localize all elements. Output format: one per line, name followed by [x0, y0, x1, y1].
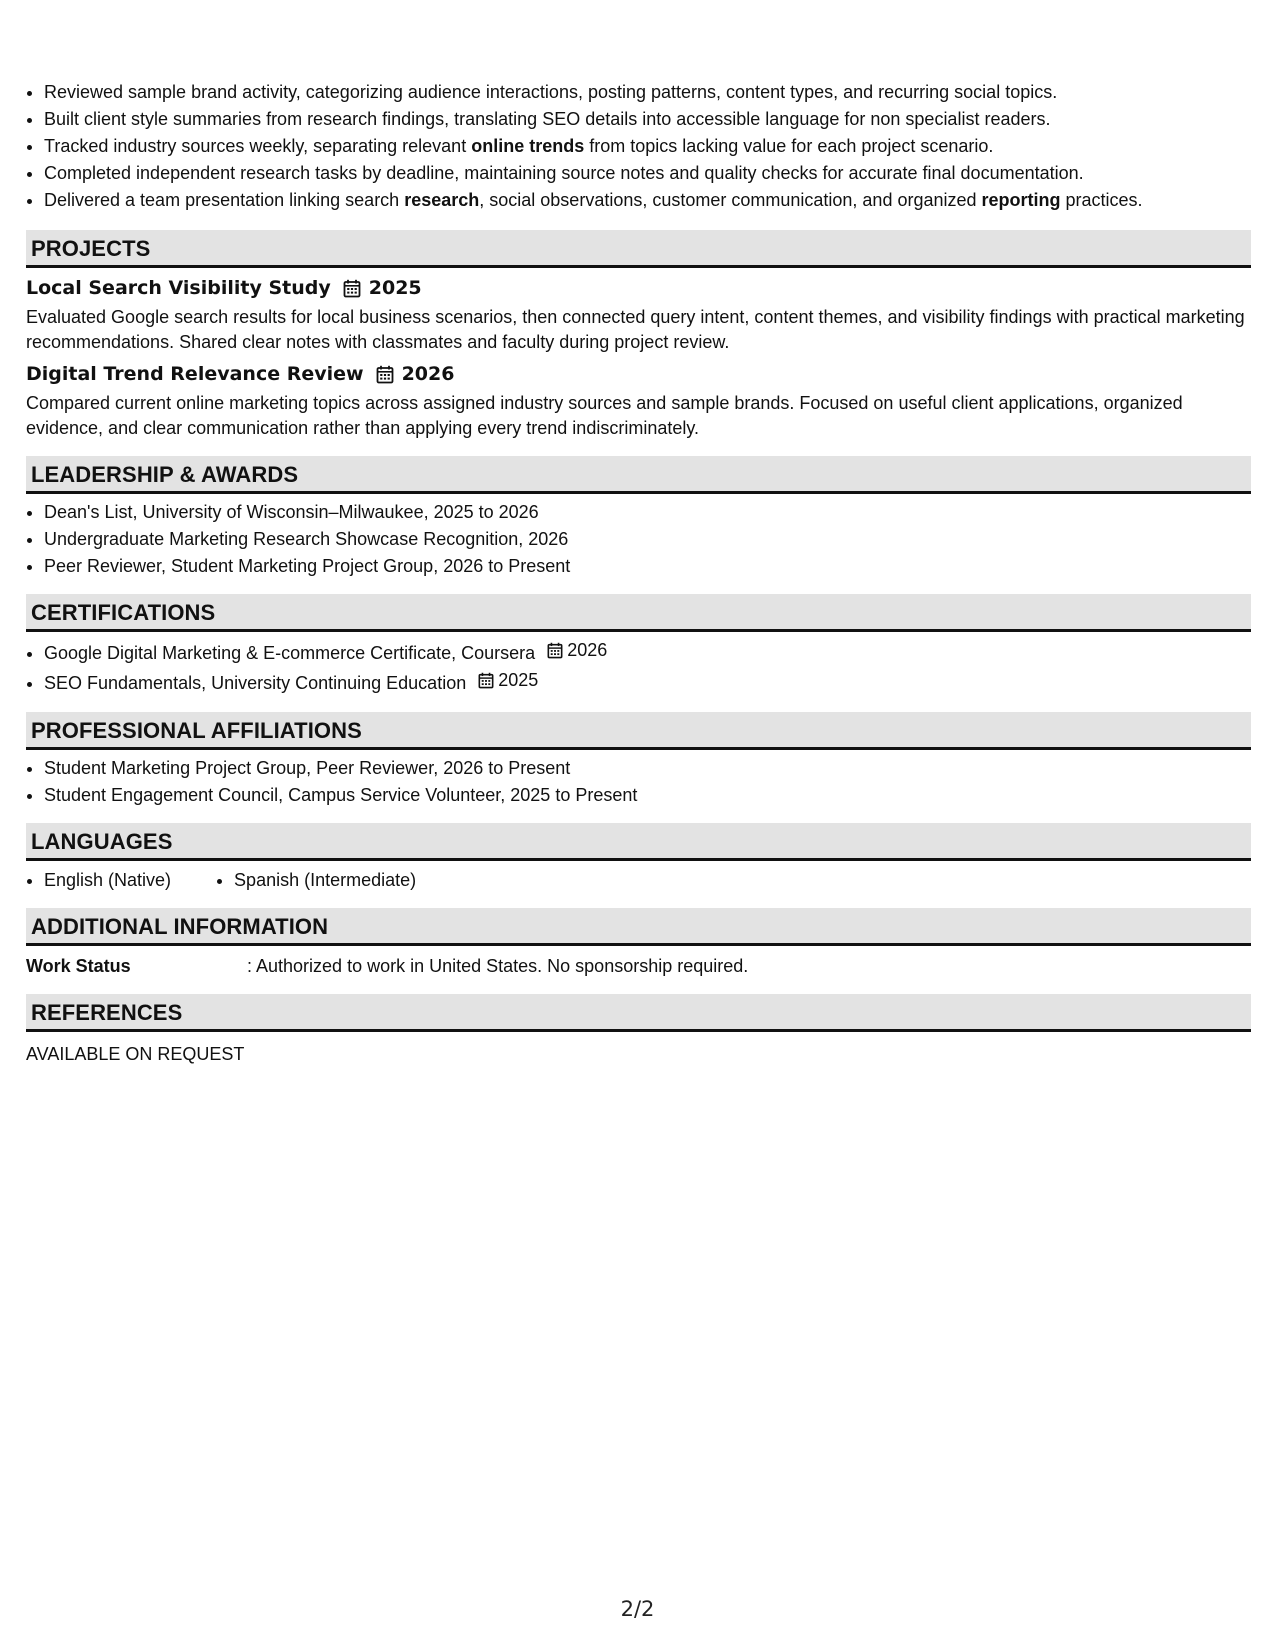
bullet-text: Delivered a team presentation linking search — [44, 190, 405, 210]
certifications-heading: CERTIFICATIONS — [26, 594, 1251, 632]
language-item: • English (Native) — [44, 867, 171, 894]
bullet-text: Built client style summaries from research findings, translating SEO details into accessible language for non specialist readers. — [44, 109, 1051, 129]
project-title: Digital Trend Relevance Review — [26, 363, 364, 385]
affiliations-list — [26, 755, 1251, 809]
affiliations-heading: PROFESSIONAL AFFILIATIONS — [26, 712, 1251, 750]
work-status-value: : Authorized to work in United States. No sponsorship required. — [247, 956, 749, 976]
bullet-text: Tracked industry sources weekly, separating relevant — [44, 136, 472, 156]
calendar-icon — [343, 279, 361, 298]
bullet-text: , social observations, customer communication, and organized — [479, 190, 982, 210]
project-year: 2025 — [368, 277, 422, 299]
project-year: 2026 — [401, 363, 455, 385]
certification-year: 2025 — [498, 670, 539, 690]
list-item — [44, 106, 1251, 133]
references-heading: REFERENCES — [26, 994, 1251, 1032]
leadership-heading: LEADERSHIP & AWARDS — [26, 456, 1251, 494]
work-status-label: Work Status — [26, 956, 131, 976]
project-entry — [26, 361, 1251, 440]
list-item — [44, 160, 1251, 187]
project-description: Evaluated Google search results for local business scenarios, then connected query intent, content themes, and visibility findings with practical marketing recommendations. Shared clear notes with classmates and faculty during project review. — [26, 307, 1245, 352]
additional-info-heading: ADDITIONAL INFORMATION — [26, 908, 1251, 946]
calendar-icon — [376, 365, 394, 384]
certifications-list — [26, 637, 1251, 697]
project-description: Compared current online marketing topics across assigned industry sources and sample brands. Focused on useful client applications, organized evidence, and clear communication rather than applying every trend indiscriminately. — [26, 393, 1183, 438]
list-item — [44, 79, 1251, 106]
list-item — [44, 133, 1251, 160]
certification-name: Google Digital Marketing & E-commerce Certificate, Coursera — [44, 643, 536, 663]
project-entry — [26, 275, 1251, 354]
bullet-text: Reviewed sample brand activity, categorizing audience interactions, posting patterns, content types, and recurring social topics. — [44, 82, 1058, 102]
calendar-icon — [478, 672, 494, 689]
calendar-icon — [547, 642, 563, 659]
emphasis-text: online trends — [471, 136, 585, 156]
languages-heading: LANGUAGES — [26, 823, 1251, 861]
languages-list — [26, 867, 1251, 894]
emphasis-text: research — [404, 190, 480, 210]
bullet-text: Completed independent research tasks by deadline, maintaining source notes and quality checks for accurate final documentation. — [44, 163, 1084, 183]
language-item: • Spanish (Intermediate) — [234, 867, 416, 894]
projects-heading: PROJECTS — [26, 230, 1251, 268]
list-item: • Student Engagement Council, Campus Service Volunteer, 2025 to Present — [44, 782, 1251, 809]
list-item: • Student Marketing Project Group, Peer Reviewer, 2026 to Present — [44, 755, 1251, 782]
work-status-row — [26, 954, 1251, 978]
leadership-list — [26, 499, 1251, 580]
list-item — [44, 187, 1251, 214]
list-item — [44, 667, 1251, 697]
page-number: 2/2 — [620, 1597, 655, 1621]
bullet-text: from topics lacking value for each project scenario. — [584, 136, 994, 156]
experience-bullets — [26, 79, 1251, 214]
list-item: • Dean's List, University of Wisconsin–Milwaukee, 2025 to 2026 — [44, 499, 1251, 526]
project-title: Local Search Visibility Study — [26, 277, 331, 299]
certification-name: SEO Fundamentals, University Continuing Education — [44, 673, 467, 693]
list-item: • Peer Reviewer, Student Marketing Project Group, 2026 to Present — [44, 553, 1251, 580]
bullet-text: practices. — [1060, 190, 1143, 210]
list-item: • Undergraduate Marketing Research Showcase Recognition, 2026 — [44, 526, 1251, 553]
resume-page — [26, 0, 1251, 1066]
list-item — [44, 637, 1251, 667]
references-text: AVAILABLE ON REQUEST — [26, 1044, 245, 1064]
emphasis-text: reporting — [981, 190, 1061, 210]
certification-year: 2026 — [567, 640, 608, 660]
